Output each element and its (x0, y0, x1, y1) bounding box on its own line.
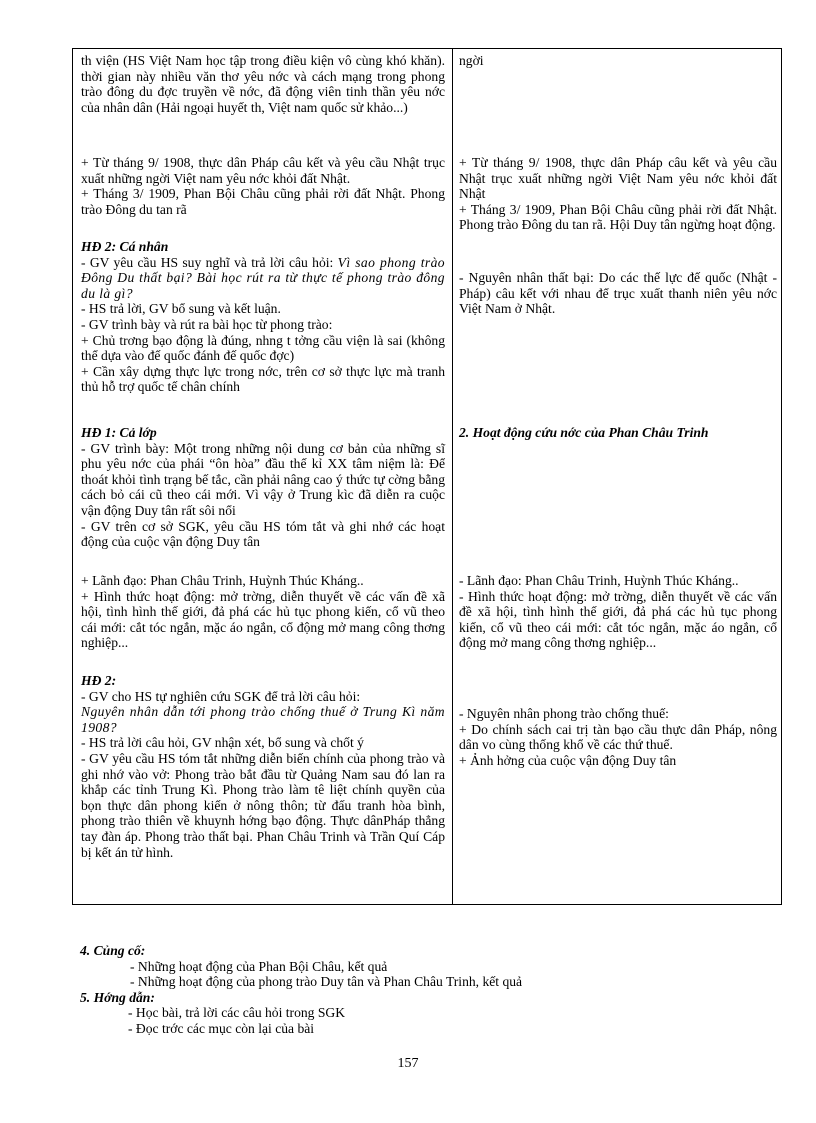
section-heading: 2. Hoạt động cứu nớc của Phan Châu Trinh (459, 425, 709, 440)
paragraph: - GV trên cơ sở SGK, yêu cầu HS tóm tắt và ghi nhớ các hoạt động của cuộc vận động Duy tân (81, 518, 445, 550)
left-hd2b (81, 673, 445, 860)
right-top (459, 53, 777, 69)
paragraph: - GV yêu cầu HS tóm tắt những diễn biến chính của phong trào và ghi nhớ vào vở: Phong trào bắt đầu từ Quảng Nam sau đó lan ra khắp các tỉnh Trung Kì. Phong trào làm tê liệt chính quyền của bọn thực dân phong kiến ở nông thôn; từ đấu tranh hòa bình, phong trào thiên về khuynh hớng bạo động. Thực dânPháp thẳng tay đàn áp. Phong trào thất bại. Phan Châu Trinh và Trần Quí Cáp bị kết án tử hình. (81, 750, 445, 860)
left-hd1 (81, 425, 445, 550)
list-item: - Học bài, trả lời các câu hỏi trong SGK (128, 1005, 346, 1021)
left-leaders (81, 573, 445, 651)
right-section2 (459, 425, 777, 441)
activity-heading: HĐ 2: (81, 673, 117, 688)
paragraph: - Nguyên nhân thất bại: Do các thế lực đế quốc (Nhật - Pháp) câu kết với nhau để trục xuất thanh niên yêu nớc Việt Nam ở Nhật. (459, 270, 777, 317)
question-italic: Vì sao phong trào Đông Du thất bại? Bài học rút ra từ thực tế phong trào đông du là gì? (81, 254, 445, 301)
paragraph: + Từ tháng 9/ 1908, thực dân Pháp câu kết và yêu cầu Nhật trục xuất những ngời Việt Nam yêu nớc khỏi đất Nhật (459, 155, 777, 202)
page-number: 157 (397, 1056, 419, 1071)
left-hd2 (81, 239, 445, 395)
question-prefix: - GV yêu cầu HS suy nghĩ và trả lời câu hỏi: (81, 254, 338, 270)
paragraph: - GV trình bày: Một trong những nội dung cơ bản của những sĩ phu yêu nớc của phái “ôn hòa” đầu thế kỉ XX tâm niệm là: Để thoát khỏi tình trạng bế tắc, cần phải nâng cao ý thức tự cờng bằng cách bỏ cái cũ theo cái mới. Vì vậy ở Trung kìc đã diễn ra cuộc vận động Duy tân rất sôi nổi (81, 440, 445, 518)
list-item: - Những hoạt động của Phan Bội Châu, kết quả (130, 958, 388, 974)
summary-section (80, 943, 760, 1037)
left-block-1 (81, 53, 445, 115)
paragraph: - HS trả lời, GV bổ sung và kết luận. (81, 301, 281, 317)
paragraph: + Cần xây dựng thực lực trong nớc, trên cơ sở thực lực mà tranh thủ hỗ trợ quốc tế chân chính (81, 363, 445, 395)
lesson-table (72, 48, 782, 905)
paragraph: - Nguyên nhân phong trào chống thuế: (459, 706, 669, 721)
paragraph: ngời (459, 53, 484, 68)
paragraph: - Lãnh đạo: Phan Châu Trinh, Huỳnh Thúc Kháng.. (459, 573, 739, 588)
paragraph: + Chủ trơng bạo động là đúng, nhng t tởng cầu viện là sai (không thể dựa vào đế quốc đánh đế quốc đợc) (81, 332, 445, 364)
paragraph: + Ảnh hởng của cuộc vận động Duy tân (459, 752, 677, 768)
consolidation-title: 4. Củng cố: (80, 943, 146, 958)
paragraph: - GV trình bày và rút ra bài học từ phong trào: (81, 316, 333, 332)
right-block-2 (459, 155, 777, 233)
paragraph: + Tháng 3/ 1909, Phan Bội Châu cũng phải rời đất Nhật. Phong trào Đông du tan rã (81, 186, 445, 217)
right-cause (459, 270, 777, 317)
list-item: - Đọc trớc các mục còn lại của bài (128, 1020, 315, 1036)
paragraph: + Từ tháng 9/ 1908, thực dân Pháp câu kết và yêu cầu Nhật trục xuất những ngời Việt nam yêu nớc khỏi đất Nhật. (81, 155, 445, 186)
right-leaders (459, 573, 777, 651)
paragraph: - GV cho HS tự nghiên cứu SGK để trả lời câu hỏi: (81, 688, 361, 704)
column-divider (452, 49, 453, 904)
paragraph: th viện (HS Việt Nam học tập trong điều kiện vô cùng khó khăn). thời gian này nhiều văn thơ yêu nớc và cách mạng trong phong trào đông du đợc truyền về nớc, đã động viên tinh thần yêu nớc của nhân dân (Hải ngoại huyết th, Việt nam quốc sử khảo...) (81, 53, 445, 115)
question (81, 255, 445, 302)
paragraph: - Hình thức hoạt động: mở trờng, diễn thuyết về các vấn đề xã hội, tình hình thế giới, đả phá các hủ tục phong kiến, cổ vũ theo cái mới: cắt tóc ngắn, mặc áo ngắn, cổ động mở mang công thơng nghiệp... (459, 588, 777, 651)
paragraph: + Do chính sách cai trị tàn bạo cầu thực dân Pháp, nông dân vo cùng thống khổ về các thứ thuế. (459, 721, 777, 753)
paragraph: + Hình thức hoạt động: mở trờng, diễn thuyết về các vấn đề xã hội, tình hình thế giới, đả phá các hủ tục phong kiến, cổ vũ theo cái mới: cắt tóc ngắn, mặc áo ngắn, cổ động mở mang công thơng nghiệp... (81, 588, 445, 651)
guidance-title: 5. Hớng dẫn: (80, 989, 155, 1005)
paragraph: - HS trả lời câu hỏi, GV nhận xét, bổ sung và chốt ý (81, 735, 364, 751)
activity-heading: HĐ 1: Cả lớp (81, 425, 157, 440)
paragraph: + Lãnh đạo: Phan Châu Trinh, Huỳnh Thúc Kháng.. (81, 573, 364, 588)
left-block-2 (81, 155, 445, 217)
activity-heading: HĐ 2: Cá nhân (81, 239, 169, 254)
paragraph: + Tháng 3/ 1909, Phan Bội Châu cũng phải rời đất Nhật. Phong trào Đông du tan rã. Hội Duy tân ngừng hoạt động. (459, 201, 777, 233)
question-italic: Nguyên nhân dẫn tới phong trào chống thuế ở Trung Kì năm 1908? (81, 704, 445, 735)
right-tax (459, 706, 777, 768)
list-item: - Những hoạt động của phong trào Duy tân và Phan Châu Trinh, kết quả (130, 974, 523, 990)
